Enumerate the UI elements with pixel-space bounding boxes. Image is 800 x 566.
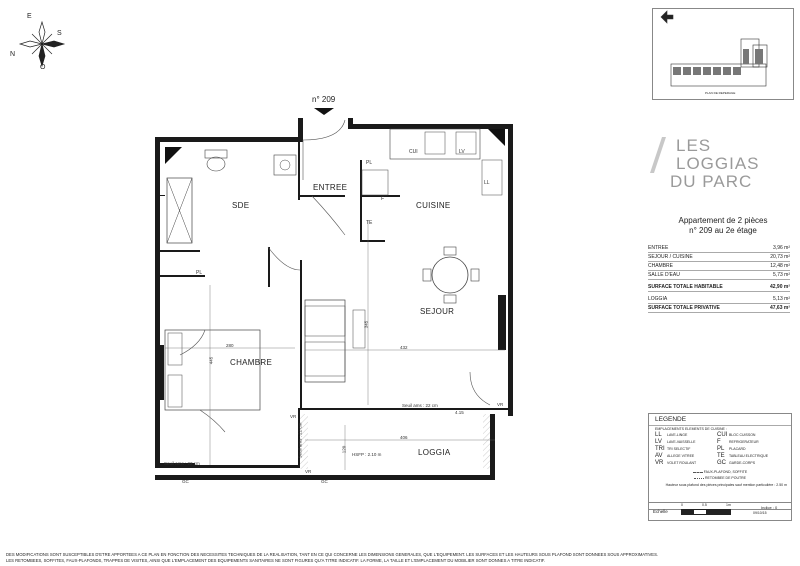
fixture-vr-chambre-2: VR [305,469,312,474]
scale-box [648,502,792,521]
surface-row [648,244,790,253]
room-sejour: SEJOUR [420,307,455,316]
surface-label: SURFACE TOTALE PRIVATIVE [648,305,720,311]
hsfp-label: HSFP : 2.10 m [352,452,382,457]
dim-chambre-width: 280 [226,343,234,348]
compass-s: S [57,30,62,37]
surface-row [648,262,790,271]
surface-label: LOGGIA [648,296,668,302]
surface-label: SALLE D'EAU [648,272,680,278]
legend-desc: GARDE-CORPS [729,461,756,465]
surface-value: 12,48 m² [770,263,790,269]
scale-date: 09/10/15 [753,511,767,515]
legend-note: Hauteur sous plafond des pièces principales sauf mention particulière : 2.50 m [665,483,787,487]
fixture-pl-chambre: PL [196,270,203,276]
dim-chambre-height: 445 [208,356,214,365]
surface-label: CHAMBRE [648,263,674,269]
surface-row [648,253,790,262]
legend-desc: TRI SELECTIF [667,447,691,451]
room-sde: SDE [232,201,250,210]
legend-desc: PLACARD [729,447,746,451]
fixture-vr-chambre: VR [290,414,297,419]
legend-desc: BLOC CUISSON [729,433,756,437]
legend-desc: VOLET ROULANT [667,461,697,465]
fixture-cui: CUI [409,149,418,155]
compass-e: E [27,13,32,20]
legend-faux-plafond [649,470,791,474]
legend-key: F [717,439,721,445]
brand-mark-icon [648,137,668,173]
scale-tick-0: 0 [681,503,683,507]
scale-tick-2: 1m [726,503,731,507]
apartment-title [648,216,798,236]
fixture-te: TE [366,220,373,226]
scale-tick-1: 0.5 [702,503,707,507]
brand-line1: LES LOGGIAS [676,136,760,173]
legend-desc: REFRIGERATEUR [729,440,759,444]
key-plan [652,8,794,100]
fixture-lv: LV [459,149,465,155]
dim-sejour-height: 345 [363,320,369,329]
seuil-loggia: Seuil ams : 22 cm [297,422,303,459]
floor-plan [150,112,530,492]
surface-value: 20,73 m² [770,254,790,260]
legend-box [648,413,792,510]
legend-key: CUI [717,432,728,438]
legend-key: LL [655,432,662,438]
room-loggia: LOGGIA [418,448,451,457]
fixture-f: F [381,196,385,202]
surface-value: 5,73 m² [773,272,790,278]
scale-indice: Indice : 0 [761,505,778,510]
surface-label: SURFACE TOTALE HABITABLE [648,284,723,290]
fixture-pl-entree: PL [366,160,373,166]
fixture-gc-left: GC [182,479,189,484]
legend-desc: TABLEAU ELECTRIQUE [729,454,769,458]
brand-line2: DU PARC [670,172,753,191]
compass-o: O [40,64,46,71]
surface-value: 5,13 m² [773,296,790,302]
surface-value: 47,63 m² [769,305,790,311]
fixture-vr-sejour: VR [497,402,504,407]
legend-faux2: RETOMBEE DE POUTRE [705,476,746,480]
legend-key: GC [717,460,726,466]
scale-label: Echelle [653,509,668,514]
legend-desc: ALLEGE VITREE [667,454,695,458]
apartment-number: n° 209 [312,95,336,104]
room-chambre: CHAMBRE [230,358,273,367]
fixture-ll: LL [484,180,490,186]
legend-key: TRI [655,446,665,452]
apt-title-line1: Appartement de 2 pièces [678,216,768,225]
surface-label: ENTREE [648,245,669,251]
seuil-sejour: Seuil ams : 22 cm [402,403,438,408]
keyplan-caption: PLAN DE REPERAGE [705,91,736,95]
surface-label: SEJOUR / CUISINE [648,254,693,260]
legend-key: TE [717,453,725,459]
legend-title: LEGENDE [649,414,791,426]
seuil-chambre: Seuil ams : 22 cm [164,461,200,466]
disclaimer-footnote: DES MODIFICATIONS SONT SUSCEPTIBLES D'ETRE APPORTEES A CE PLAN EN FONCTION DES NECESSITES TECHNIQUES DE LA REALISATION, TANT EN CE QUI CONCERNE LES DIMENSIONS GENERALES, QUE L'EQUIPEMENT. LES SURFACES ET LES HAUTEURS SOUS PLAFOND SONT DONNEES SOUS APPROXIMATIVES. LES RETOMBEES, SOFFITES, FAUX-PLAFONDS, TRAPPES DE VISITES, AINSI QUE L'EMPLACEMENT DES EQUIPEMENTS SANITAIRES NE SONT FIGURES QU'A TITRE INDICATIF. LA FORME, LA TAILLE ET L'EMPLACEMENT DU MOBILIER SONT DONNES A TITRE INDICATIF. [6,552,659,563]
dim-depth: 4.15 [455,410,464,415]
surface-row [648,283,790,292]
surface-row [648,295,790,304]
surface-row [648,304,790,313]
surface-value: 42,90 m² [769,284,790,290]
legend-desc: LAVE-VAISSELLE [667,440,696,444]
fixture-gc-right: GC [321,479,328,484]
dim-loggia-height: 120 [341,445,347,454]
room-cuisine: CUISINE [416,201,451,210]
legend-key: AV [655,453,663,459]
brand-logo [652,137,782,191]
legend-key: LV [655,439,662,445]
legend-subtitle: EMPLACEMENTS ELEMENTS DE CUISINE : [655,427,727,431]
surface-row [648,271,790,280]
dim-sejour-width: 432 [400,345,408,350]
legend-items [649,432,791,466]
legend-key: VR [655,460,664,466]
room-entree: ENTREE [313,183,348,192]
legend-retombee [649,476,791,480]
legend-desc: LAVE-LINGE [667,433,688,437]
surface-table [648,244,790,313]
compass-n: N [10,51,16,58]
apt-title-line2: n° 209 au 2e étage [689,226,757,235]
legend-faux1: FAUX-PLAFOND, SOFFITE [703,470,748,474]
legend-key: PL [717,446,725,452]
surface-value: 3,96 m² [773,245,790,251]
dim-loggia-width: 406 [400,435,408,440]
scale-bar [681,509,731,515]
